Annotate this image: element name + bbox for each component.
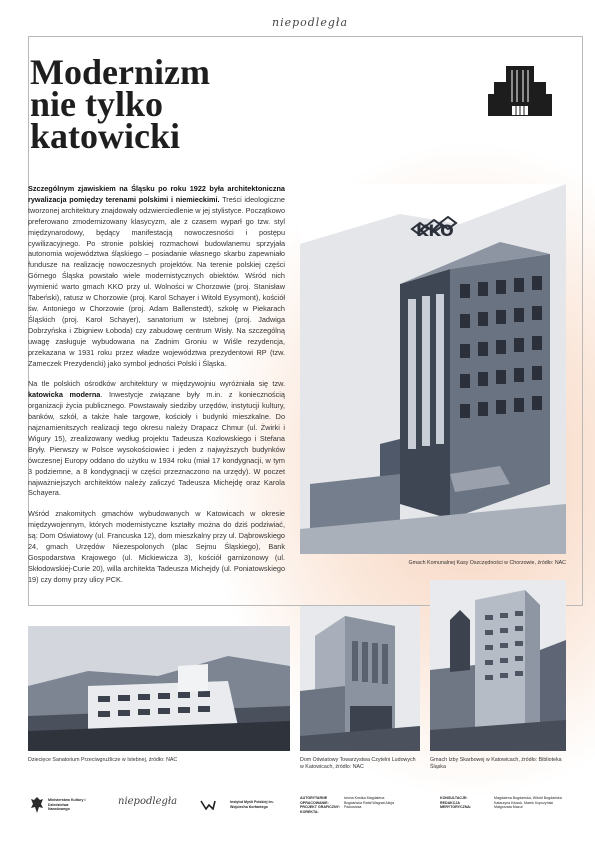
paragraph-2 bbox=[28, 379, 285, 499]
paragraph-2-bold: katowicka moderna bbox=[28, 390, 101, 400]
consultation-names: Magdalena Bogdańska, Witold Bogdańska Katarzyna Kłosok, Marek Kopczyński Małgorzata Mazur bbox=[494, 796, 562, 810]
paragraph-1-text: Treści ideologiczne tworzonej architektury znajdowały odzwierciedlenie w jej stylistyce. Początkowo preferowano zmodernizowany klasycyzm, ale z czasem wyparł go tzw. styl międzynarodowy, będący manifestacją nowoczesności i postępu cywilizacyjnego. Po stronie polskiej rozmachowi budowlanemu sprzyjała autonomia województwa śląskiego – posiadanie własnego skarbu zapewniało fundusze na realizację nowoczesnych projektów. Na terenie polskiej części Górnego Śląska powstało wiele modernistycznych obiektów. Wśród nich wymienić warto gmach KKO przy ul. Wolności w Chorzowie (proj. Stanisław Tabeński), ratusz w Chorzowie (proj. Karol Schayer i Witold Eysymont), kościół św. Antoniego w Chorzowie (proj. Adam Ballenstedt), szkołę w Piekarach Śląskich (proj. Karol Schayer), sanatorium w Istebnej (proj. Jadwiga Dobrzyńska i Zbigniew Łoboda) czy zabudowę centrum Wisły. Na szczególną uwagę zasługuje wybudowana na Zadnim Groniu w Wiśle rezydencja, przekazana w 1931 roku przez władze województwa prezydentowi RP (tzw. Zameczek Prezydencki) jako symbol jedności Polski i Śląska. bbox=[28, 194, 285, 368]
institute-logo-icon bbox=[200, 800, 216, 810]
photo-kko-building bbox=[300, 184, 566, 554]
photo-izba-skarbowa bbox=[430, 580, 566, 751]
paragraph-1 bbox=[28, 184, 285, 369]
brand-logo-footer: niepodległa bbox=[118, 796, 178, 807]
building-icon bbox=[488, 62, 552, 116]
caption-dom-oswiatowy: Dom Oświatowy Towarzystwa Czytelni Ludowych w Katowicach, źródło: NAC bbox=[300, 757, 416, 770]
photo-dom-oswiatowy bbox=[300, 606, 420, 751]
paragraph-2-text: . Inwestycje związane były m.in. z koniecznością organizacji życia publicznego. Powstawały siedziby urzędów, instytucji kultury, banków, szkół, a także hale targowe, kościoły i budynki mieszkalne. Do najznamienitszych realizacji tego okresu należy Drapacz Chmur (ul. Żwirki i Wigury 15), zrealizowany według projektu Tadeusza Kozłowskiego i Stefana Bryły. Pierwszy w Polsce wysokościowiec i jeden z najwyższych budynków ówczesnej Europy oddano do użytku w 1934 roku (miał 17 kondygnacji, w tym 3 podziemne, a 8 kondygnacji w części przeznaczono na urzędy). W poczet najważniejszych architektów należy zaliczyć Tadeusza Michejdę oraz Karola Schayera. bbox=[28, 390, 285, 498]
institute-label: Instytut Myśli Polskiej im. Wojciecha Korfantego bbox=[230, 800, 274, 809]
consultation-label: KONSULTACJE: REDAKCJA MERYTORYCZNA: bbox=[440, 796, 472, 810]
photo-sanatorium bbox=[28, 626, 290, 751]
paragraph-3-text: Wśród znakomitych gmachów wybudowanych w Katowicach w okresie międzywojennym, których modernistyczne kształty można do dziś podziwiać, są: Dom Oświatowy (ul. Francuska 12), dom mieszkalny przy ul. Dąbrowskiego 24, gmach Urzędów Niezespolonych (plac Sejmu Śląskiego), Bank Gospodarstwa Krajowego (ul. Mickiewicza 3), kościół garnizonowy (ul. Skłodowskiej-Curie 20), willa architekta Tadeusza Michejdy (ul. Poniatowskiego 19) czy domy przy ulicy PCK. bbox=[28, 509, 285, 584]
page-title bbox=[30, 52, 230, 156]
brand-logo-top: niepodległa bbox=[271, 16, 348, 29]
footer bbox=[0, 790, 595, 830]
title-line-3: katowicki bbox=[30, 116, 181, 156]
caption-kko: Gmach Komunalnej Kasy Oszczędności w Chorzowie, źródło: NAC bbox=[408, 560, 566, 566]
kko-sign-text: KKO bbox=[416, 221, 454, 240]
caption-sanatorium: Dziecięce Sanatorium Przeciwgruźlicze w Istebnej, źródło: NAC bbox=[28, 757, 178, 763]
paragraph-3 bbox=[28, 509, 285, 585]
authors-names: Iwona Kostka Magdalena Bogdańska Rafał Wagnat Alicja Padowicka bbox=[344, 796, 395, 810]
eagle-emblem-icon bbox=[30, 796, 44, 814]
article-body bbox=[28, 184, 285, 596]
paragraph-1-lead: Szczególnym zjawiskiem na Śląsku po roku 1922 była architektoniczna rywalizacja pomiędzy terenami polskimi i niemieckimi. bbox=[28, 184, 285, 204]
caption-izba-skarbowa: Gmach Izby Skarbowej w Katowicach, źródło: Biblioteka Śląska bbox=[430, 757, 562, 770]
paragraph-2-pre: Na tle polskich ośrodków architektury w międzywojniu wyróżniała się tzw. bbox=[28, 379, 285, 389]
title-line-2: nie tylko bbox=[30, 84, 164, 124]
title-line-1: Modernizm bbox=[30, 52, 210, 92]
ministry-label: Ministerstwo Kultury i Dziedzictwa Narodowego bbox=[48, 798, 86, 812]
authors-label: AUTORYTARNE OPRACOWANIE: PROJEKT GRAFICZNY: KOREKTA: bbox=[300, 796, 340, 814]
